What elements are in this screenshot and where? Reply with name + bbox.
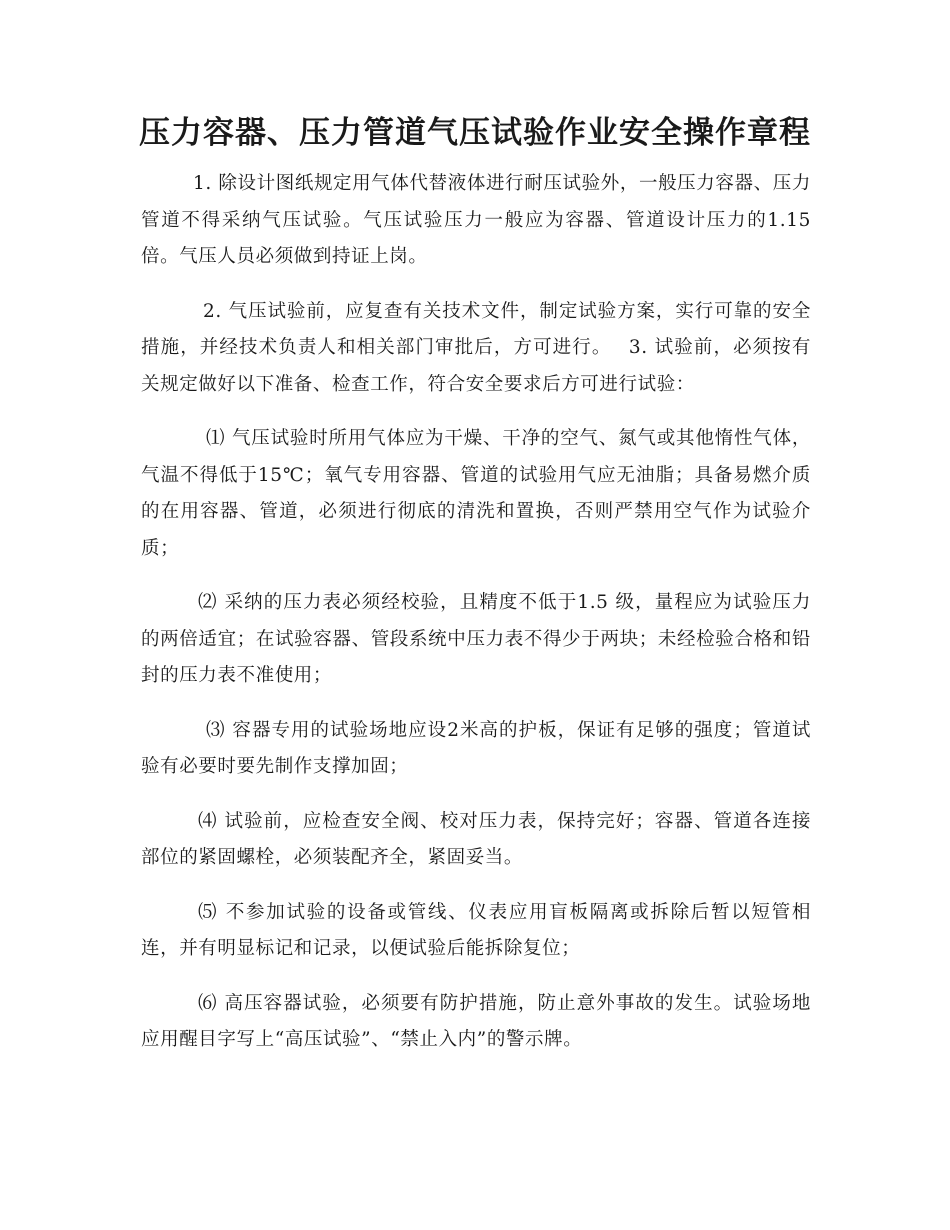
paragraph-5: ⑶ 容器专用的试验场地应设2米高的护板，保证有足够的强度；管道试验有必要时要先制作支撑加固； [141,719,811,777]
document-body [141,166,811,1077]
paragraph-2: 2. 气压试验前，应复查有关技术文件，制定试验方案，实行可靠的安全措施，并经技术负责人和相关部门审批后，方可进行。 3. 试验前，必须按有关规定做好以下准备、检查工作，符合安全要求后方可进行试验： [141,300,811,395]
paragraph-6: ⑷ 试验前，应检查安全阀、校对压力表，保持完好；容器、管道各连接部位的紧固螺栓，必须装配齐全，紧固妥当。 [141,810,811,868]
paragraph-1: 1. 除设计图纸规定用气体代替液体进行耐压试验外，一般压力容器、压力管道不得采纳气压试验。气压试验压力一般应为容器、管道设计压力的1.15倍。气压人员必须做到持证上岗。 [141,173,811,267]
document-title: 压力容器、压力管道气压试验作业安全操作章程 [139,115,811,151]
paragraph-3: ⑴ 气压试验时所用气体应为干燥、干净的空气、氮气或其他惰性气体，气温不得低于15℃；氧气专用容器、管道的试验用气应无油脂；具备易燃介质的在用容器、管道，必须进行彻底的清洗和置换，否则严禁用空气作为试验介质； [141,428,811,559]
paragraph-4: ⑵ 采纳的压力表必须经校验，且精度不低于1.5 级，量程应为试验压力的两倍适宜；在试验容器、管段系统中压力表不得少于两块；未经检验合格和铅封的压力表不准使用； [141,592,811,686]
paragraph-8: ⑹ 高压容器试验，必须要有防护措施，防止意外事故的发生。试验场地应用醒目字写上“高压试验”、“禁止入内”的警示牌。 [141,992,811,1050]
paragraph-7: ⑸ 不参加试验的设备或管线、仪表应用盲板隔离或拆除后暂以短管相连，并有明显标记和记录，以便试验后能拆除复位； [141,901,811,959]
